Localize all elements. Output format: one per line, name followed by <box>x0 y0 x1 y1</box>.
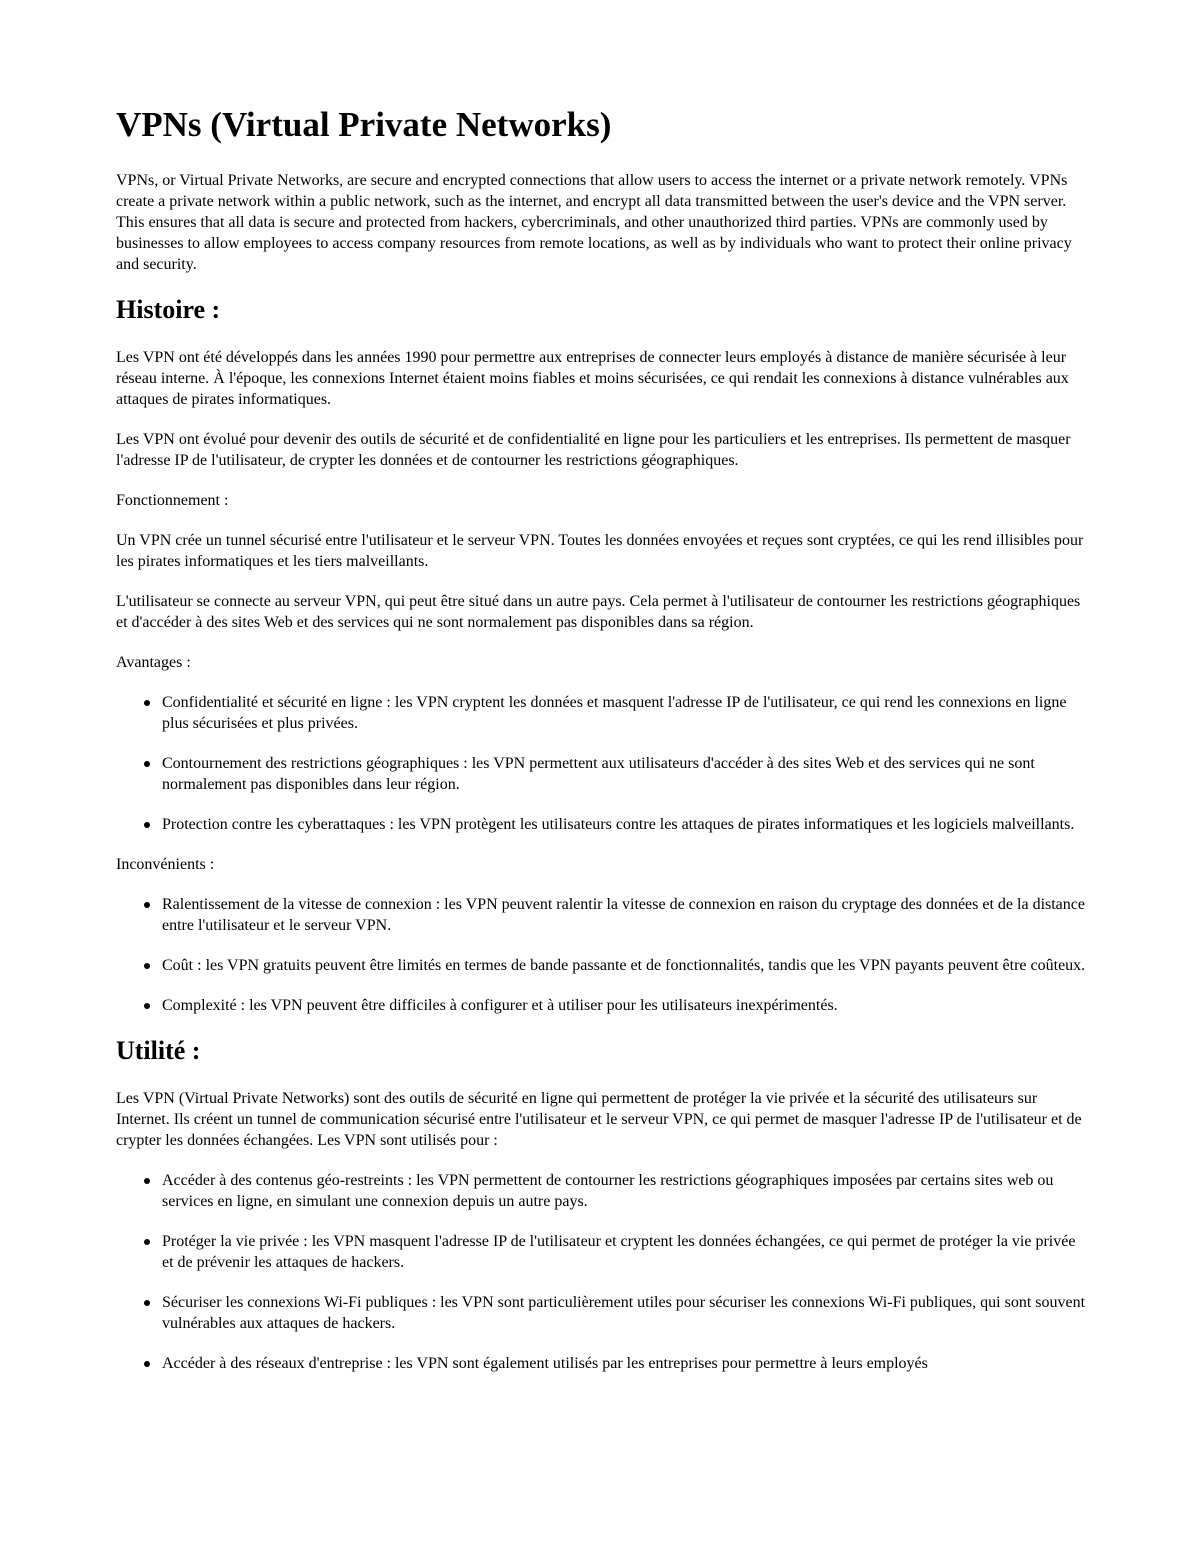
label-fonctionnement: Fonctionnement : <box>116 492 229 510</box>
list-item <box>162 692 1088 734</box>
histoire-paragraph-1: Les VPN ont été développés dans les années 1990 pour permettre aux entreprises de connecter leurs employés à distance de manière sécurisée à leur réseau interne. À l'époque, les connexions Internet étaient moins fiables et moins sécurisées, ce qui rendait les connexions à distance vulnérables aux attaques de pirates informatiques. <box>116 349 1069 409</box>
list-item-text: Protéger la vie privée : les VPN masquent l'adresse IP de l'utilisateur et cryptent les données échangées, ce qui permet de protéger la vie privée et de prévenir les attaques de hackers. <box>162 1233 1076 1272</box>
label-inconvenients: Inconvénients : <box>116 856 215 874</box>
label-avantages: Avantages : <box>116 654 191 672</box>
list-item <box>162 814 1088 835</box>
heading-histoire: Histoire : <box>116 295 221 324</box>
histoire-paragraph-2: Les VPN ont évolué pour devenir des outils de sécurité et de confidentialité en ligne pour les particuliers et les entreprises. Ils permettent de masquer l'adresse IP de l'utilisateur, de crypter les données et de contourner les restrictions géographiques. <box>116 431 1071 470</box>
list-item <box>162 753 1088 795</box>
list-item-text: Ralentissement de la vitesse de connexion : les VPN peuvent ralentir la vitesse de connexion en raison du cryptage des données et de la distance entre l'utilisateur et le serveur VPN. <box>162 896 1085 935</box>
bullet-icon <box>144 1003 150 1009</box>
section-utilite <box>116 1035 1088 1374</box>
fonctionnement-paragraph-2: L'utilisateur se connecte au serveur VPN, qui peut être situé dans un autre pays. Cela permet à l'utilisateur de contourner les restrictions géographiques et d'accéder à des sites Web et des services qui ne sont normalement pas disponibles dans sa région. <box>116 593 1081 632</box>
list-utilite <box>116 1170 1088 1374</box>
heading-utilite: Utilité : <box>116 1036 201 1066</box>
list-item <box>162 894 1088 936</box>
bullet-icon <box>144 1239 150 1245</box>
list-item-text: Accéder à des contenus géo-restreints : les VPN permettent de contourner les restrictions géographiques imposées par certains sites web ou services en ligne, en simulant une connexion depuis un autre pays. <box>162 1172 1054 1211</box>
list-item-text: Confidentialité et sécurité en ligne : les VPN cryptent les données et masquent l'adresse IP de l'utilisateur, ce qui rend les connexions en ligne plus sécurisées et plus privées. <box>162 694 1067 733</box>
bullet-icon <box>144 700 150 706</box>
bullet-icon <box>144 1361 150 1367</box>
page-title: VPNs (Virtual Private Networks) <box>116 105 612 144</box>
document-page <box>116 104 1088 1393</box>
list-item <box>162 1353 1088 1374</box>
list-item-text: Coût : les VPN gratuits peuvent être limités en termes de bande passante et de fonctionnalités, tandis que les VPN payants peuvent être coûteux. <box>162 957 1086 975</box>
fonctionnement-paragraph-1: Un VPN crée un tunnel sécurisé entre l'utilisateur et le serveur VPN. Toutes les données envoyées et reçues sont cryptées, ce qui les rend illisibles pour les pirates informatiques et les tiers malveillants. <box>116 532 1084 571</box>
list-item-text: Sécuriser les connexions Wi-Fi publiques : les VPN sont particulièrement utiles pour sécuriser les connexions Wi-Fi publiques, qui sont souvent vulnérables aux attaques de hackers. <box>162 1294 1086 1333</box>
utilite-paragraph: Les VPN (Virtual Private Networks) sont des outils de sécurité en ligne qui permettent de protéger la vie privée et la sécurité des utilisateurs sur Internet. Ils créent un tunnel de communication sécurisé entre l'utilisateur et le serveur VPN, ce qui permet de masquer l'adresse IP de l'utilisateur et de crypter les données échangées. Les VPN sont utilisés pour : <box>116 1090 1082 1150</box>
bullet-icon <box>144 761 150 767</box>
list-item <box>162 1231 1088 1273</box>
list-item-text: Contournement des restrictions géographiques : les VPN permettent aux utilisateurs d'accéder à des sites Web et des services qui ne sont normalement pas disponibles dans leur région. <box>162 755 1035 794</box>
list-item-text: Accéder à des réseaux d'entreprise : les VPN sont également utilisés par les entreprises pour permettre à leurs employés <box>162 1355 928 1373</box>
list-avantages <box>116 692 1088 835</box>
list-item <box>162 1170 1088 1212</box>
section-histoire <box>116 294 1088 1016</box>
list-item-text: Protection contre les cyberattaques : les VPN protègent les utilisateurs contre les attaques de pirates informatiques et les logiciels malveillants. <box>162 816 1075 834</box>
list-item <box>162 955 1088 976</box>
bullet-icon <box>144 1178 150 1184</box>
list-inconvenients <box>116 894 1088 1016</box>
bullet-icon <box>144 902 150 908</box>
list-item <box>162 995 1088 1016</box>
bullet-icon <box>144 963 150 969</box>
list-item <box>162 1292 1088 1334</box>
bullet-icon <box>144 1300 150 1306</box>
list-item-text: Complexité : les VPN peuvent être difficiles à configurer et à utiliser pour les utilisateurs inexpérimentés. <box>162 997 838 1015</box>
intro-paragraph: VPNs, or Virtual Private Networks, are secure and encrypted connections that allow users to access the internet or a private network remotely. VPNs create a private network within a public network, such as the internet, and encrypt all data transmitted between the user's device and the VPN server. This ensures that all data is secure and protected from hackers, cybercriminals, and other unauthorized third parties. VPNs are commonly used by businesses to allow employees to access company resources from remote locations, as well as by individuals who want to protect their online privacy and security. <box>116 172 1072 273</box>
bullet-icon <box>144 822 150 828</box>
